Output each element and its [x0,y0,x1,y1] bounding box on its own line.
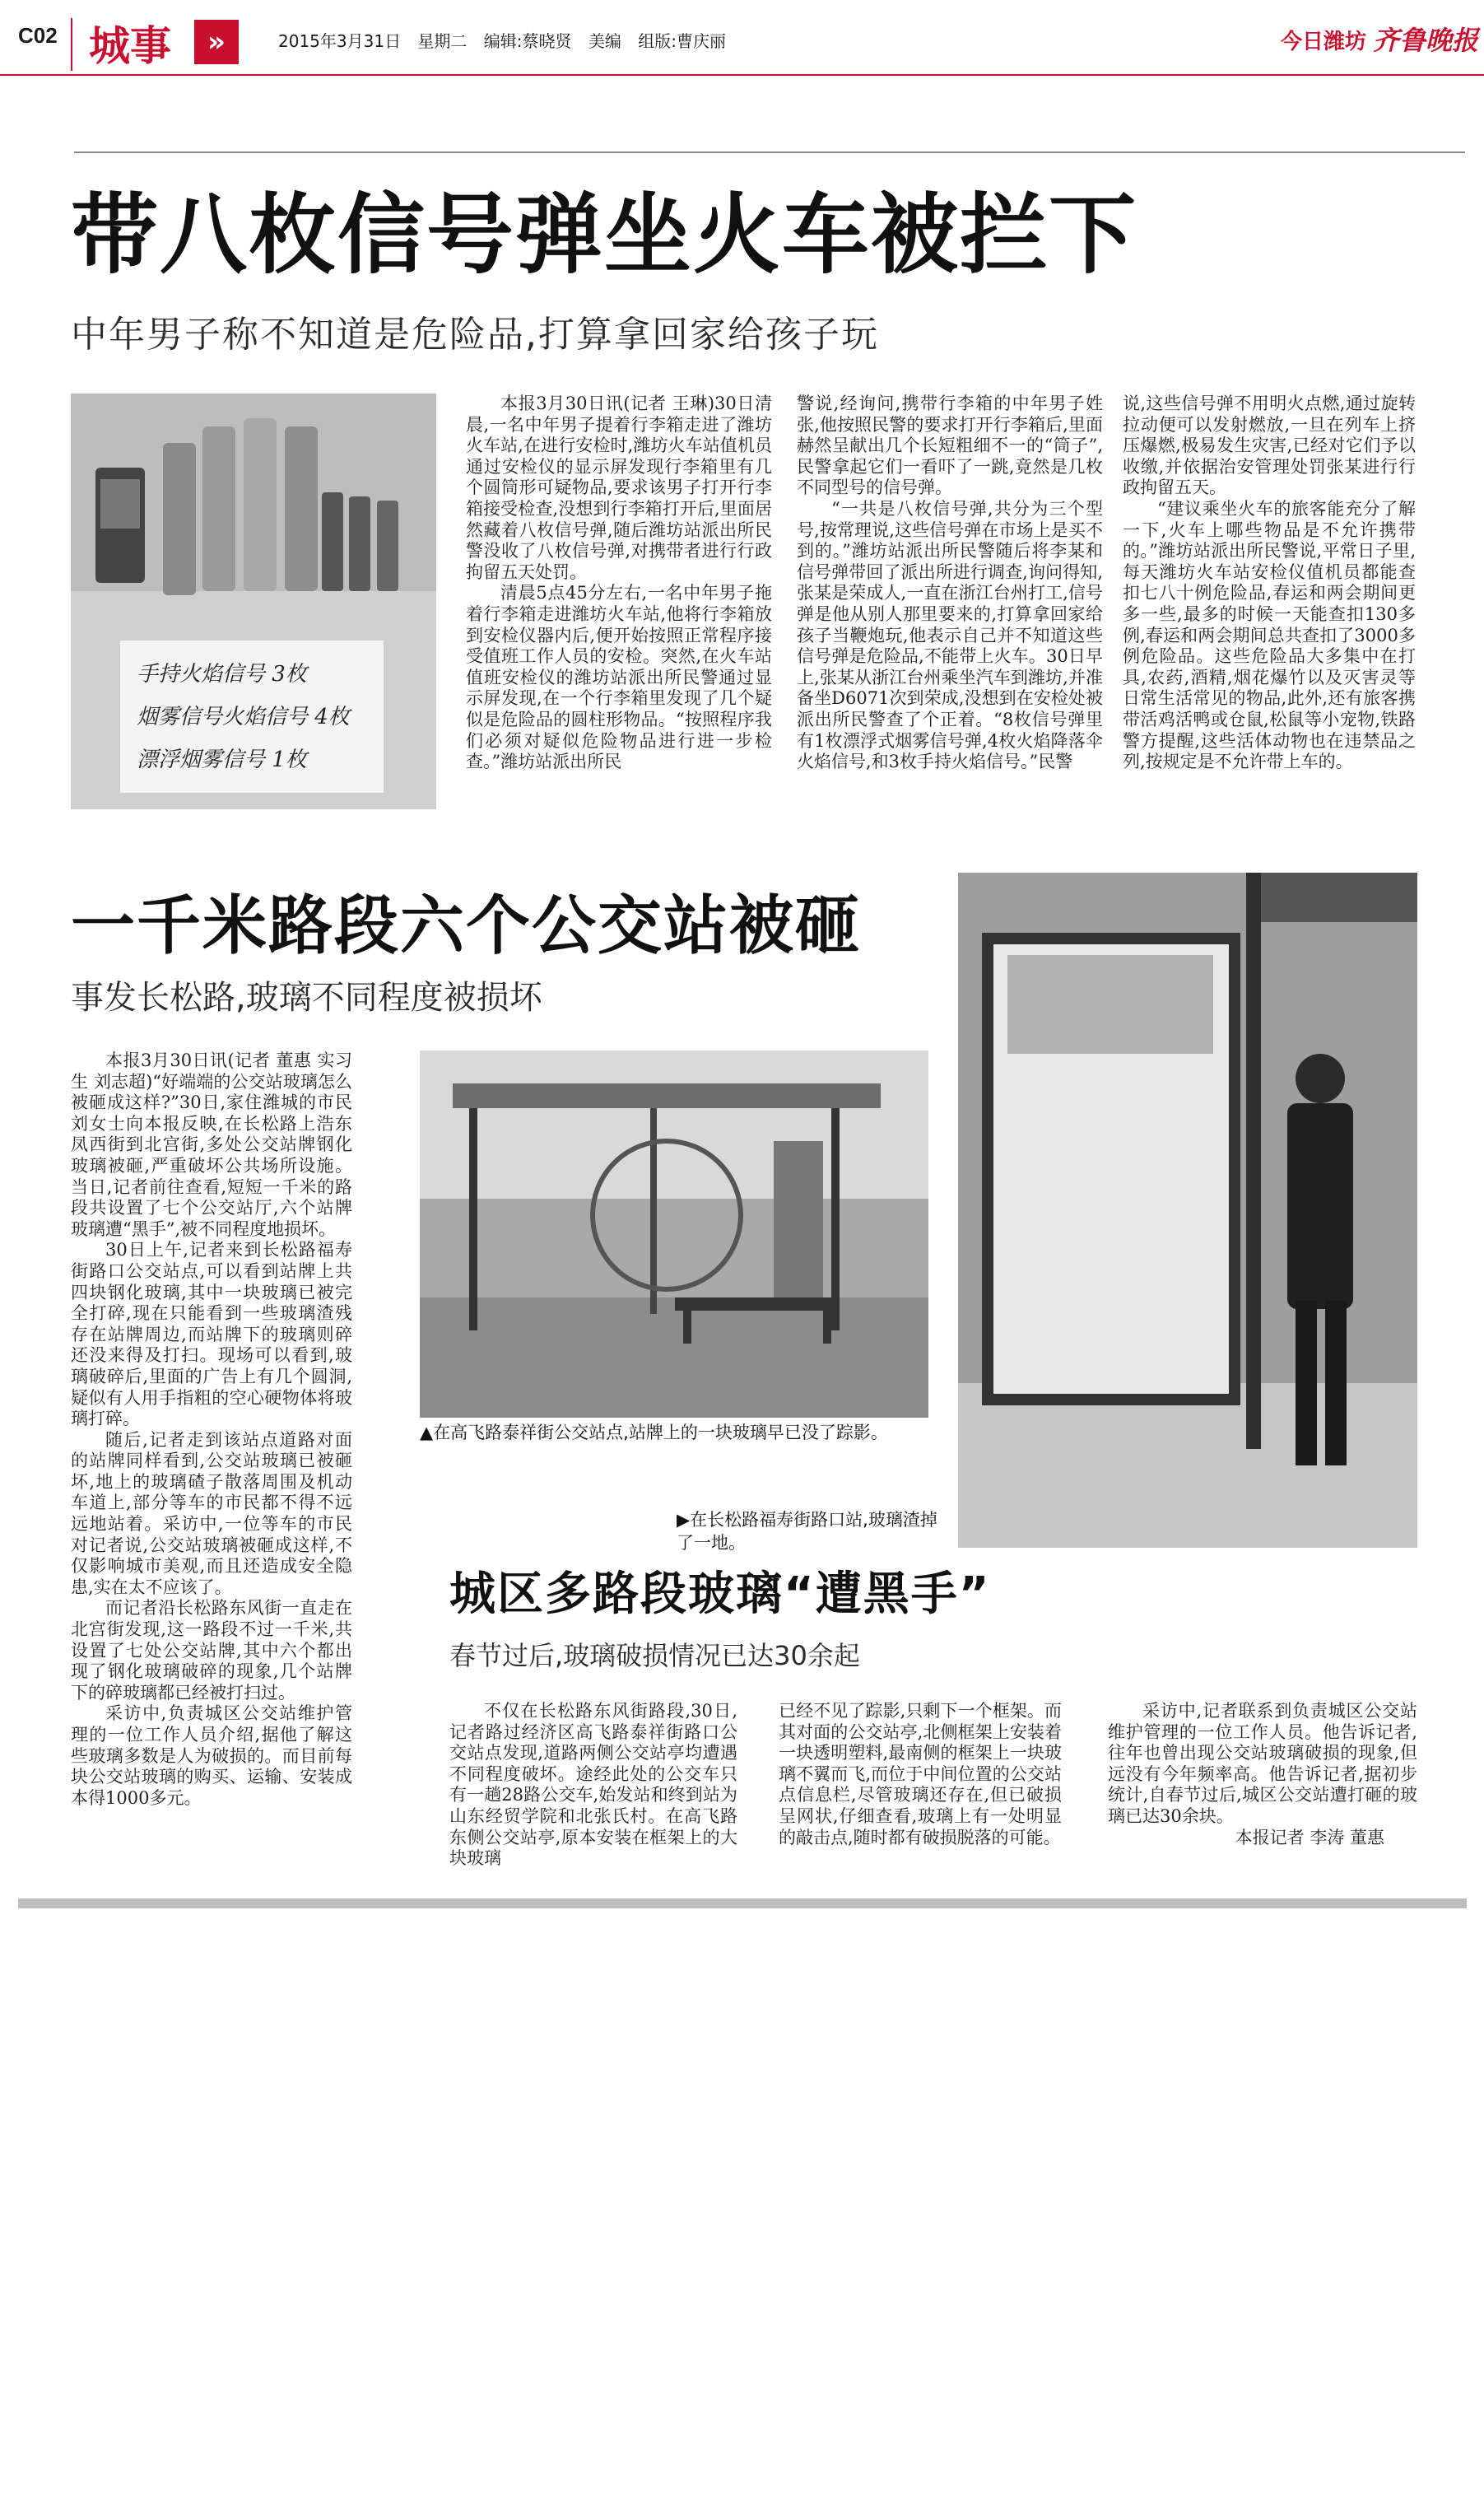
photo-note-line: 漂浮烟雾信号 1枚 [137,748,307,772]
story2-column-1 [71,1051,352,1866]
paragraph: 本报3月30日讯(记者 董惠 实习生 刘志超)“好端端的公交站玻璃怎么被砸成这样?”30日,家住潍城的市民刘女士向本报反映,在长松路上浩东凤西街到北宫街,多处公交站牌钢化玻璃被砸,严重破坏公共场所设施。当日,记者前往查看,短短一千米的路段共设置了七个公交站厅,六个站牌玻璃遭“黑手”,被不同程度地损坏。 [71,1051,352,1239]
top-rule [74,151,1465,153]
bus-stop-photo-2 [958,873,1417,1548]
paragraph: 采访中,负责城区公交站维护管理的一位工作人员介绍,据他了解这些玻璃多数是人为破损的。而目前每块公交站玻璃的购买、运输、安装成本得1000多元。 [71,1703,352,1808]
broken-glass-image [958,873,1417,1548]
section-arrow-icon: » [194,20,239,64]
issue-meta: 2015年3月31日 星期二 编辑:蔡晓贤 美编 组版:曹庆丽 [278,31,726,51]
bus-stop-photo-1 [420,1051,928,1418]
paragraph: 采访中,记者联系到负责城区公交站维护管理的一位工作人员。他告诉记者,往年也曾出现公交站玻璃破损的现象,但远没有今年频率高。他告诉记者,据初步统计,自春节过后,城区公交站遭打砸的玻璃已达30余块。 [1108,1701,1417,1826]
paragraph: 而记者沿长松路东风街一直走在北宫街发现,这一路段不过一千米,共设置了七处公交站牌,其中六个都出现了钢化玻璃破碎的现象,几个站牌下的碎玻璃都已经被打扫过。 [71,1598,352,1703]
story1-column-2 [797,394,1103,813]
section-title: 城事 [89,22,171,70]
bus-shelter-image [420,1051,928,1418]
story1-photo [71,394,436,809]
paragraph: 本报3月30日讯(记者 王琳)30日清晨,一名中年男子提着行李箱走进了潍坊火车站,在进行安检时,潍坊火车站值机员通过安检仪的显示屏发现行李箱里有几个圆筒形可疑物品,要求该男子打开行李箱接受检查,没想到行李箱打开后,里面居然藏着八枚信号弹,随后潍坊站派出所民警没收了八枚信号弹,对携带者进行行政拘留五天处罚。 [466,394,772,582]
story2-headline: 一千米路段六个公交站被砸 [71,889,862,963]
story3-column-1 [449,1701,737,1882]
story1-column-1 [466,394,772,813]
header-divider [71,18,72,71]
paragraph: 随后,记者走到该站点道路对面的站牌同样看到,公交站玻璃已被砸坏,地上的玻璃碴子散落周围及机动车道上,部分等车的市民都不得不远远地站着。采访中,一位等车的市民对记者说,公交站玻璃被砸成这样,不仅影响城市美观,而且还造成安全隐患,实在太不应该了。 [71,1429,352,1597]
paragraph: 已经不见了踪影,只剩下一个框架。而其对面的公交站亭,北侧框架上安装着一块透明塑料,最南侧的框架上一块玻璃不翼而飞,而位于中间位置的公交站点信息栏,尽管玻璃还存在,但已破损呈网状,仔细查看,玻璃上有一处明显的敲击点,随时都有破损脱落的可能。 [779,1701,1062,1847]
paragraph: 警说,经询问,携带行李箱的中年男子姓张,他按照民警的要求打开行李箱后,里面赫然呈献出几个长短粗细不一的“筒子”,民警拿起它们一看吓了一跳,竟然是几枚不同型号的信号弹。 [797,394,1103,498]
header-rule [0,74,1484,76]
story3-column-2 [779,1701,1062,1882]
paragraph: 说,这些信号弹不用明火点燃,通过旋转拉动便可以发射燃放,一旦在列车上挤压爆燃,极易发生灾害,已经对它们予以收缴,并依据治安管理处罚张某进行行政拘留五天。 [1123,394,1416,498]
newspaper-logo: 齐鲁晚报 [1373,25,1479,56]
story3-column-3 [1108,1701,1417,1882]
paragraph: 30日上午,记者来到长松路福寿街路口公交站点,可以看到站牌上共四块钢化玻璃,其中一块玻璃已被完全打碎,现在只能看到一些玻璃渣残存在站牌周边,而站牌下的玻璃则碎还没来得及打扫。现场可以看到,玻璃破碎后,里面的广告上有几个圆洞,疑似有人用手指粗的空心硬物体将玻璃打碎。 [71,1240,352,1429]
photo-note-line: 烟雾信号火焰信号 4枚 [137,705,350,729]
paragraph: “建议乘坐火车的旅客能充分了解一下,火车上哪些物品是不允许携带的。”潍坊站派出所民警说,平常日子里,每天潍坊火车站安检仪值机员都能查扣七八十例危险品,春运和两会期间更多一些,最多的时候一天能查扣130多例,春运和两会期间总共查扣了3000多例危险品。这些危险品大多集中在打具,农药,酒精,烟花爆竹以及灭害灵等日常生活常见的物品,此外,还有旅客携带活鸡活鸭或仓鼠,松鼠等小宠物,铁路警方提醒,这些活体动物也在违禁品之列,按规定是不允许带上车的。 [1123,498,1416,772]
story3-subhead: 春节过后,玻璃破损情况已达30余起 [449,1640,860,1671]
story3-byline: 本报记者 李涛 董惠 [1235,1827,1384,1847]
photo-note-line: 手持火焰信号 3枚 [137,662,307,687]
bottom-rule [18,1898,1467,1908]
edition-label: 今日潍坊 [1281,30,1367,54]
story3-headline: 城区多路段玻璃“遭黑手” [449,1568,991,1621]
paragraph: 不仅在长松路东风街路段,30日,记者路过经济区高飞路泰祥街路口公交站点发现,道路两侧公交站亭均遭遇不同程度破坏。途经此处的公交车只有一趟28路公交车,始发站和终到站为山东经贸学院和北张氏村。在高飞路东侧公交站亭,原本安装在框架上的大块玻璃 [449,1701,737,1869]
story2-subhead: 事发长松路,玻璃不同程度被损坏 [71,979,542,1017]
story1-column-3 [1123,394,1416,813]
paragraph: 清晨5点45分左右,一名中年男子拖着行李箱走进潍坊火车站,他将行李箱放到安检仪器内后,便开始按照正常程序接受值班工作人员的安检。突然,在火车站值班安检仪的潍坊站派出所民警通过显示屏发现,在一个行李箱里发现了几个疑似是危险品的圆柱形物品。“按照程序我们必须对疑似危险物品进行进一步检查。”潍坊站派出所民 [466,583,772,772]
story1-subhead: 中年男子称不知道是危险品,打算拿回家给孩子玩 [71,314,879,356]
photo-caption-1: ▲在高飞路泰祥街公交站点,站牌上的一块玻璃早已没了踪影。 [420,1423,888,1442]
page-number: C02 [18,23,58,48]
story1-headline: 带八枚信号弹坐火车被拦下 [71,184,1137,286]
photo-caption-2: ▶在长松路福寿街路口站,玻璃渣掉了一地。 [677,1508,948,1554]
paragraph: “一共是八枚信号弹,共分为三个型号,按常理说,这些信号弹在市场上是买不到的。”潍坊站派出所民警随后将李某和信号弹带回了派出所进行调查,询问得知,张某是荣成人,一直在浙江台州打工,信号弹是他从别人那里要来的,打算拿回家给孩子当鞭炮玩,他表示自己并不知道这些信号弹是危险品,不能带上火车。30日早上,张某从浙江台州乘坐汽车到潍坊,并准备坐D6071次到荣成,没想到在安检处被派出所民警查了个正着。“8枚信号弹里有1枚漂浮式烟雾信号弹,4枚火焰降落伞火焰信号,和3枚手持火焰信号。”民警 [797,498,1103,772]
photo-note [137,653,350,781]
